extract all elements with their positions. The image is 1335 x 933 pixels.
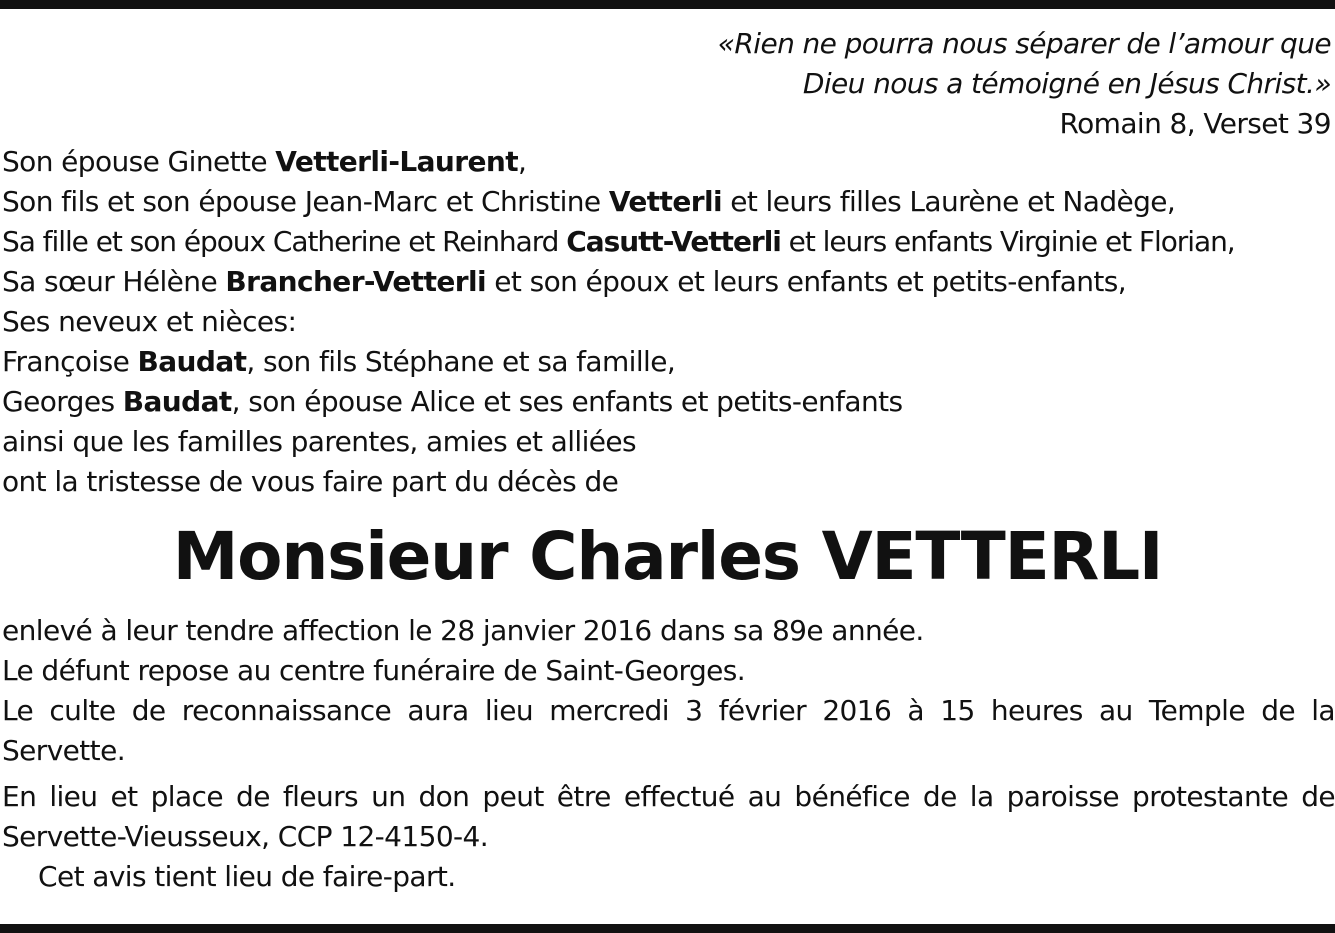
family-line: Georges Baudat, son épouse Alice et ses enfants et petits-enfants xyxy=(2,385,903,418)
family-line: Françoise Baudat, son fils Stéphane et sa famille, xyxy=(2,345,676,378)
death-date-line: enlevé à leur tendre affection le 28 janvier 2016 dans sa 89e année. xyxy=(2,614,924,647)
bottom-rule xyxy=(0,924,1335,933)
family-line: Son épouse Ginette Vetterli-Laurent, xyxy=(2,145,527,178)
donation-paragraph: En lieu et place de fleurs un don peut être effectué au bénéfice de la paroisse protestante de Servette-Vieusseux, CCP 12-4150-4. xyxy=(2,780,1335,853)
family-line: Son fils et son épouse Jean-Marc et Christine Vetterli et leurs filles Laurène et Nadège, xyxy=(2,185,1176,218)
family-line: Sa sœur Hélène Brancher-Vetterli et son époux et leurs enfants et petits-enfants, xyxy=(2,265,1127,298)
verse-line-2: Dieu nous a témoigné en Jésus Christ.» xyxy=(802,67,1331,100)
closing-line: Cet avis tient lieu de faire-part. xyxy=(38,860,456,893)
family-line: Sa fille et son époux Catherine et Reinhard Casutt-Vetterli et leurs enfants Virginie et Florian, xyxy=(2,225,1235,258)
verse-line-1: «Rien ne pourra nous séparer de l’amour que xyxy=(717,27,1331,60)
deceased-name: Monsieur Charles VETTERLI xyxy=(172,518,1163,595)
bible-verse xyxy=(431,24,1331,144)
family-line: ainsi que les familles parentes, amies et alliées xyxy=(2,425,637,458)
family-surname: Casutt-Vetterli xyxy=(566,225,781,258)
service-paragraph: Le culte de reconnaissance aura lieu mercredi 3 février 2016 à 15 heures au Temple de la Servette. xyxy=(2,694,1335,767)
family-surname: Vetterli xyxy=(608,185,722,218)
top-rule xyxy=(0,0,1335,9)
family-line: ont la tristesse de vous faire part du décès de xyxy=(2,465,619,498)
family-surname: Vetterli-Laurent xyxy=(275,145,518,178)
family-line: Ses neveux et nièces: xyxy=(2,305,297,338)
family-surname: Baudat xyxy=(122,385,232,418)
family-surname: Brancher-Vetterli xyxy=(225,265,486,298)
family-surname: Baudat xyxy=(137,345,247,378)
repose-line: Le défunt repose au centre funéraire de Saint-Georges. xyxy=(2,654,746,687)
family-list xyxy=(2,142,1335,502)
funeral-details xyxy=(2,611,1335,897)
verse-reference: Romain 8, Verset 39 xyxy=(1059,107,1331,140)
